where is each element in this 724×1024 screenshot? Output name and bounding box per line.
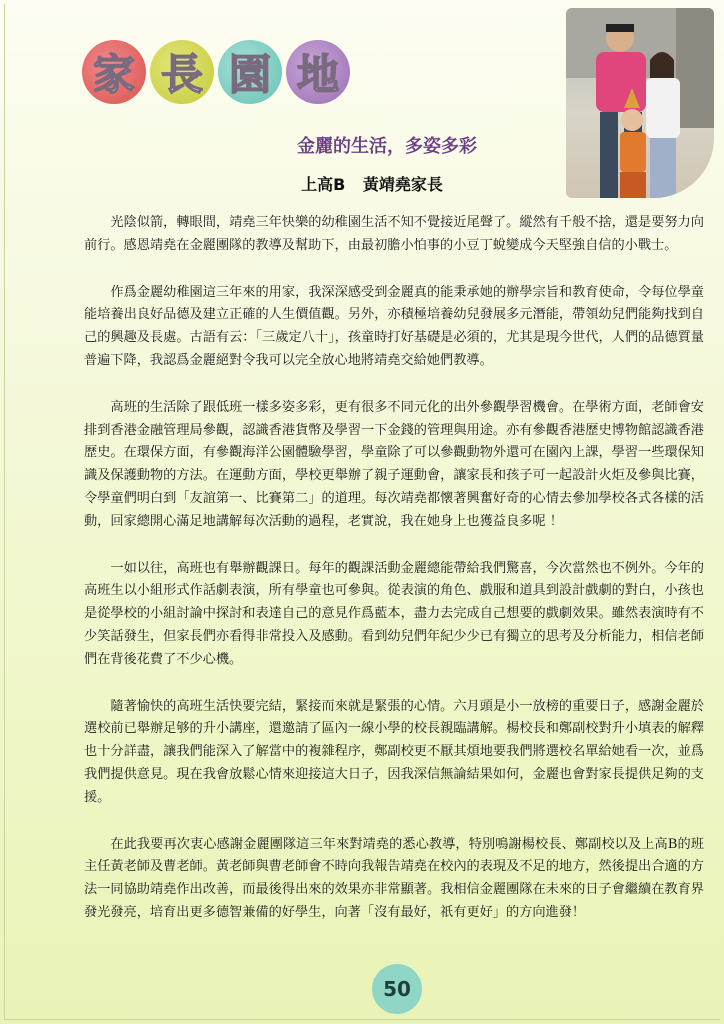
family-photo <box>566 8 714 198</box>
section-header-char: 園 <box>218 40 282 104</box>
article-body <box>84 212 704 949</box>
paragraph: 隨著愉快的高班生活快要完結，緊接而來就是緊張的心情。六月頭是小一放榜的重要日子，感謝金麗於選校前已舉辦足够的升小講座，還邀請了區內一線小學的校長親臨講解。楊校長和鄭副校對升小填表的解釋也十分詳盡，讓我們能深入了解當中的複雜程序，鄭副校更不厭其煩地要我們將選校名單給她看一次，並爲我們提供意見。現在我會放鬆心情來迎接這大日子，因我深信無論結果如何，金麗也會對家長提供足夠的支援。 <box>84 698 704 805</box>
section-header-char: 長 <box>150 40 214 104</box>
section-header <box>82 40 354 104</box>
paragraph: 作爲金麗幼稚園這三年來的用家，我深深感受到金麗真的能秉承她的辦學宗旨和教育使命，令每位學童能培養出良好品德及建立正確的人生價值觀。另外，亦積極培養幼兒發展多元潛能，帶領幼兒們能夠找到自己的興趣及長處。古語有云：「三歲定八十」，孩童時打好基礎是必須的，尤其是現今世代，人們的品德質量普遍下降，我認爲金麗絕對令我可以完全放心地將靖堯交給她們教導。 <box>84 284 704 368</box>
article-title: 金麗的生活，多姿多彩 <box>297 136 477 157</box>
section-header-char: 家 <box>82 40 146 104</box>
author-line <box>0 172 724 195</box>
paragraph: 光陰似箭，轉眼間，靖堯三年快樂的幼稚園生活不知不覺接近尾聲了。縱然有千般不捨，還是要努力向前行。感恩靖堯在金麗團隊的教導及幫助下，由最初膽小怕事的小豆丁蛻變成今天堅強自信的小戰士。 <box>84 215 704 253</box>
section-header-char: 地 <box>286 40 350 104</box>
paragraph: 在此我要再次衷心感謝金麗團隊這三年來對靖堯的悉心教導，特別鳴謝楊校長、鄭副校以及上高B的班主任黃老師及曹老師。黃老師與曹老師會不時向我報告靖堯在校內的表現及不足的地方，然後提出合適的方法一同協助靖堯作出改善，而最後得出來的效果亦非常顯著。我相信金麗團隊在未來的日子會繼續在教育界發光發亮，培育出更多德智兼備的好學生，向著「沒有最好，祇有更好」的方向進發！ <box>84 836 704 920</box>
author-name: 黃靖堯家長 <box>362 175 443 194</box>
paragraph: 一如以往，高班也有舉辦觀課日。每年的觀課活動金麗總能帶給我們驚喜，今次當然也不例外。今年的高班生以小組形式作話劇表演，所有學童也可參與。從表演的角色、戲服和道具到設計戲劇的對白，小孩也是從學校的小組討論中探討和表達自己的意見作爲藍本，盡力去完成自己想要的戲劇效果。雖然表演時有不少笑話發生，但家長們亦看得非常投入及感動。看到幼兒們年紀少少已有獨立的思考及分析能力，相信老師們在背後花費了不少心機。 <box>84 560 704 667</box>
paragraph: 高班的生活除了跟低班一樣多姿多彩，更有很多不同元化的出外參觀學習機會。在學術方面，老師會安排到香港金融管理局參觀，認識香港貨幣及學習一下金錢的管理與用途。亦有參觀香港歷史博物館認識香港歷史。在環保方面，有參觀海洋公園體驗學習，學童除了可以參觀動物外還可在園內上課，學習一些環保知識及保護動物的方法。在運動方面，學校更舉辦了親子運動會，讓家長和孩子可一起設計火炬及參與比賽，令學童們明白到「友誼第一、比賽第二」的道理。每次靖堯都懷著興奮好奇的心情去參加學校各式各樣的活動，回家總開心滿足地講解每次活動的過程，老實說，我在她身上也獲益良多呢 ！ <box>84 399 704 529</box>
author-class: 上高B <box>301 175 346 194</box>
page-number: 50 <box>372 964 422 1014</box>
